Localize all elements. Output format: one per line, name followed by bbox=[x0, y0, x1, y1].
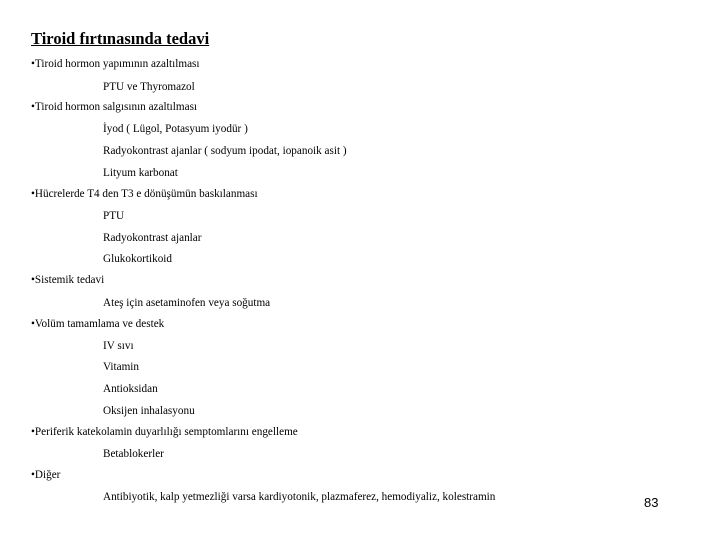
section-heading: •Volüm tamamlama ve destek bbox=[31, 318, 165, 330]
page-title: Tiroid fırtınasında tedavi bbox=[31, 29, 210, 48]
list-item: Betablokerler bbox=[103, 448, 164, 460]
list-item: Oksijen inhalasyonu bbox=[103, 405, 195, 417]
list-item: Radyokontrast ajanlar bbox=[103, 232, 202, 244]
list-item: IV sıvı bbox=[103, 340, 134, 352]
list-item: Glukokortikoid bbox=[103, 253, 172, 265]
list-item: Antibiyotik, kalp yetmezliği varsa kardiyotonik, plazmaferez, hemodiyaliz, kolestramin bbox=[103, 491, 496, 503]
list-item: Antioksidan bbox=[103, 383, 158, 395]
list-item: PTU ve Thyromazol bbox=[103, 81, 195, 93]
list-item: Vitamin bbox=[103, 361, 139, 373]
section-heading: •Hücrelerde T4 den T3 e dönüşümün baskılanması bbox=[31, 188, 258, 200]
section-heading: •Tiroid hormon yapımının azaltılması bbox=[31, 58, 200, 70]
section-heading: •Tiroid hormon salgısının azaltılması bbox=[31, 101, 198, 113]
list-item: Radyokontrast ajanlar ( sodyum ipodat, iopanoik asit ) bbox=[103, 145, 347, 157]
section-heading: •Periferik katekolamin duyarlılığı semptomlarını engelleme bbox=[31, 426, 298, 438]
list-item: Lityum karbonat bbox=[103, 167, 178, 179]
page-number: 83 bbox=[644, 495, 659, 510]
list-item: PTU bbox=[103, 210, 125, 222]
section-heading: •Sistemik tedavi bbox=[31, 274, 105, 286]
section-heading: •Diğer bbox=[31, 469, 61, 481]
list-item: Ateş için asetaminofen veya soğutma bbox=[103, 297, 271, 309]
list-item: İyod ( Lügol, Potasyum iyodür ) bbox=[103, 123, 248, 135]
